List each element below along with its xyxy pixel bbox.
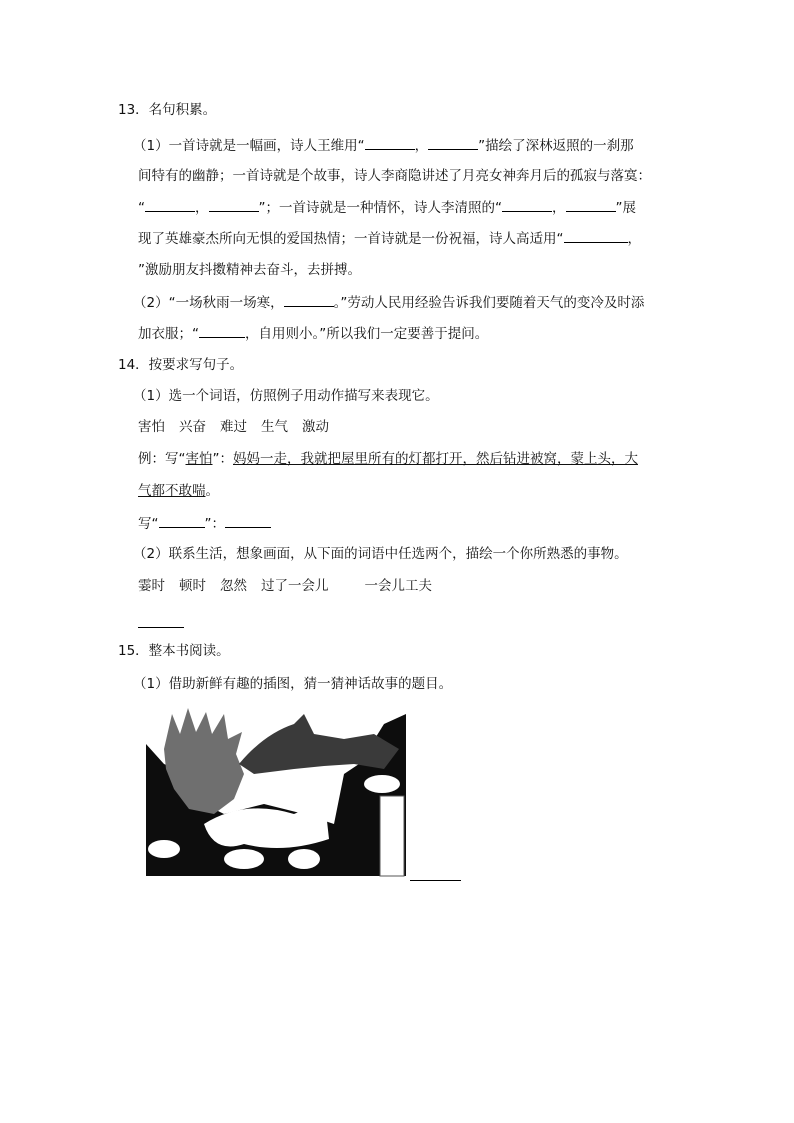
answer-blank[interactable] <box>410 880 461 881</box>
word: 过了一会儿 <box>261 578 329 594</box>
q13-part1-line3 <box>138 198 636 217</box>
text: ”描绘了深林返照的一刹那 <box>478 138 634 154</box>
word: 兴奋 <box>179 419 206 435</box>
text: ， <box>627 231 641 247</box>
word: 难过 <box>220 419 247 435</box>
word: 激动 <box>302 419 329 435</box>
q13-part2-line1 <box>133 293 644 312</box>
example-word: 害怕 <box>185 451 213 467</box>
text: 。 <box>205 483 219 499</box>
text: ”展 <box>615 200 636 216</box>
question-13-title: 13．名句积累。 <box>118 102 217 118</box>
q14-part2-prompt: （2）联系生活，想象画面，从下面的词语中任选两个，描绘一个你所熟悉的事物。 <box>133 546 628 562</box>
text: ， <box>414 138 429 154</box>
myth-illustration <box>144 704 408 878</box>
word: 顿时 <box>179 578 206 594</box>
answer-blank[interactable] <box>145 198 195 212</box>
q13-part1-line5: ”激励朋友抖擞精神去奋斗，去拼搏。 <box>138 262 361 278</box>
answer-blank[interactable] <box>502 198 552 212</box>
text: 加衣服；“ <box>138 326 199 342</box>
answer-blank[interactable] <box>209 198 259 212</box>
answer-blank[interactable] <box>159 514 205 528</box>
example-sentence: 妈妈一走，我就把屋里所有的灯都打开，然后钻进被窝，蒙上头，大 <box>233 451 638 467</box>
q13-part1-line2: 间特有的幽静；一首诗就是个故事，诗人李商隐讲述了月亮女神奔月后的孤寂与落寞： <box>138 168 651 184</box>
text: ，自用则小。”所以我们一定要善于提问。 <box>245 326 489 342</box>
word: 害怕 <box>138 419 165 435</box>
q13-part1-line4 <box>138 229 641 248</box>
q14-example-line2 <box>138 482 219 500</box>
answer-blank[interactable] <box>199 324 245 338</box>
text: ”；一首诗就是一种情怀，诗人李清照的“ <box>258 200 502 216</box>
text: 写“ <box>138 516 159 532</box>
question-15-title: 15．整本书阅读。 <box>118 643 230 659</box>
q14-example-line1 <box>138 450 638 468</box>
text: （2）“一场秋雨一场寒， <box>133 295 284 311</box>
text: ， <box>195 200 209 216</box>
answer-blank[interactable] <box>566 198 616 212</box>
answer-blank[interactable] <box>225 514 271 528</box>
text: “ <box>138 200 145 216</box>
text: 。”劳动人民用经验告诉我们要随着天气的变冷及时添 <box>333 295 645 311</box>
word: 一会儿工夫 <box>364 578 432 594</box>
answer-blank[interactable] <box>428 136 478 150</box>
example-sentence: 气都不敢喘 <box>138 483 206 499</box>
q14-write-line <box>138 514 271 533</box>
answer-blank[interactable] <box>564 229 628 243</box>
word: 忽然 <box>220 578 247 594</box>
text: ”： <box>204 516 225 532</box>
answer-blank[interactable] <box>365 136 415 150</box>
q14-part1-prompt: （1）选一个词语，仿照例子用动作描写来表现它。 <box>133 388 439 404</box>
word: 生气 <box>261 419 288 435</box>
text: 例：写“ <box>138 451 186 467</box>
word: 霎时 <box>138 578 165 594</box>
answer-blank[interactable] <box>284 293 334 307</box>
q15-part1-prompt: （1）借助新鲜有趣的插图，猜一猜神话故事的题目。 <box>133 676 453 692</box>
text: 现了英雄豪杰所向无惧的爱国热情；一首诗就是一份祝福，诗人高适用“ <box>138 231 564 247</box>
q14-word-list-2 <box>138 577 432 595</box>
q13-part2-line2 <box>138 324 488 343</box>
text: ”： <box>212 451 233 467</box>
answer-blank[interactable] <box>138 627 184 628</box>
q14-word-list <box>138 418 329 436</box>
question-14-title: 14．按要求写句子。 <box>118 357 244 373</box>
q13-part1-line1 <box>133 136 634 155</box>
text: （1）一首诗就是一幅画，诗人王维用“ <box>133 138 365 154</box>
text: ， <box>552 200 566 216</box>
